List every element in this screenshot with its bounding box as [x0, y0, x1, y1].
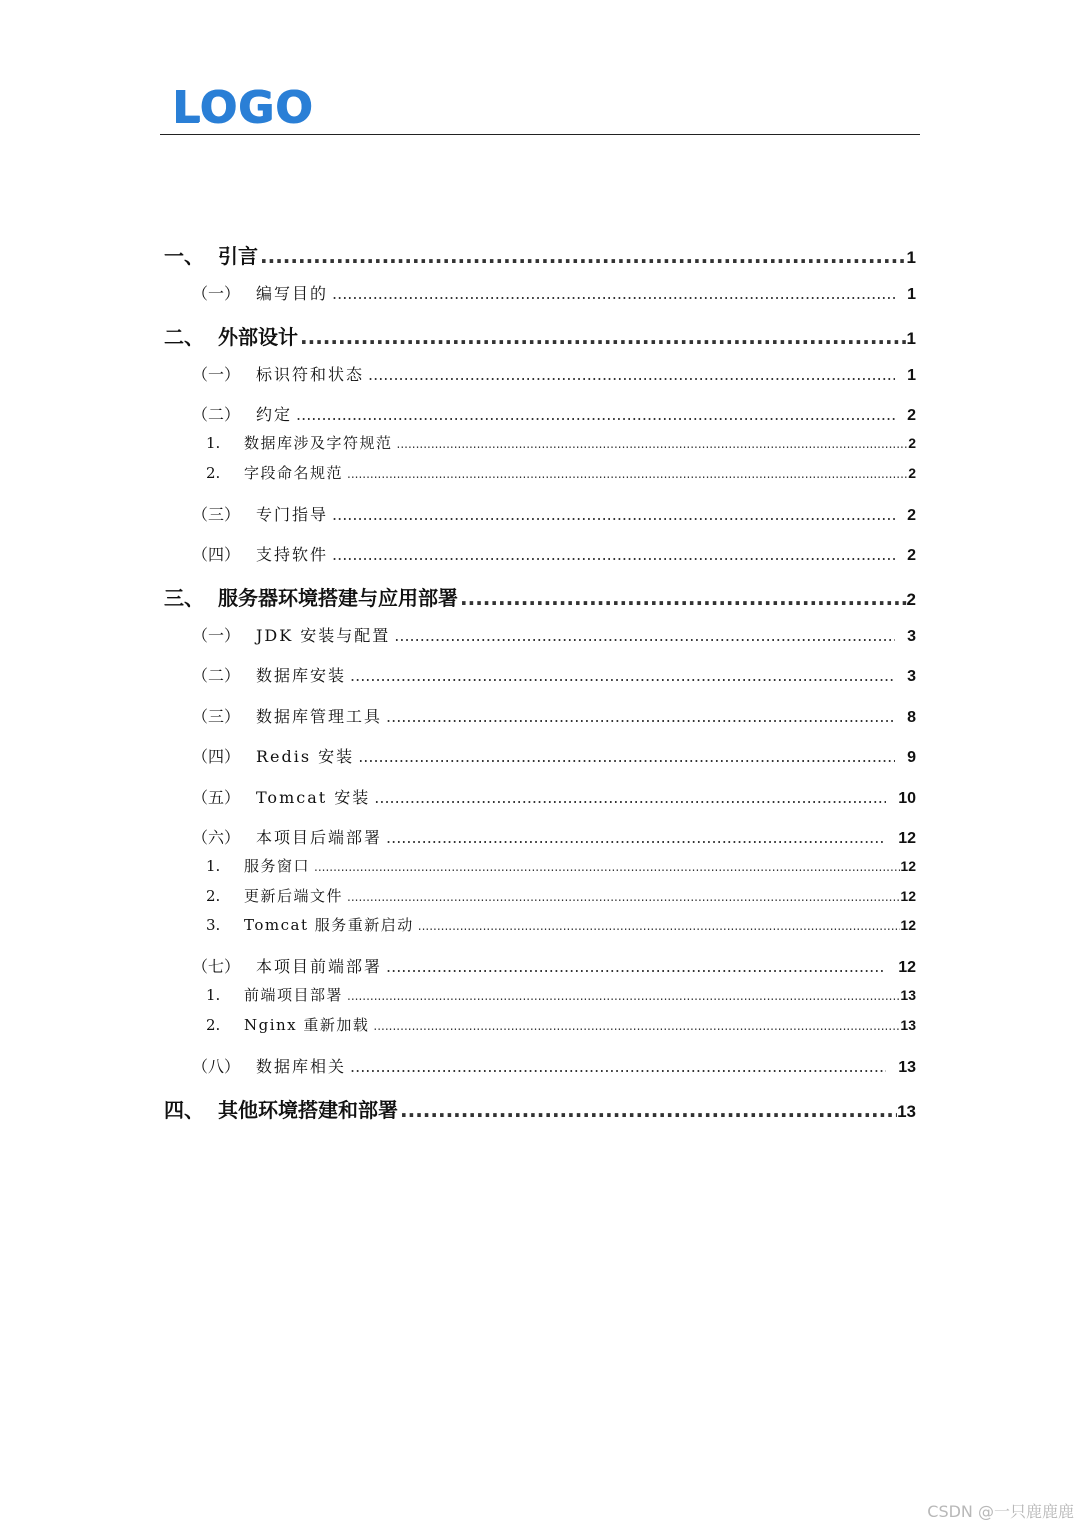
- toc-leader-dots: [368, 365, 895, 384]
- toc-entry-number: 2.: [206, 1016, 221, 1034]
- toc-entry[interactable]: [192, 825, 916, 848]
- toc-leader-dots: [347, 989, 900, 1003]
- toc-entry-title: 数据库相关: [256, 1057, 347, 1076]
- toc-entry-page: 3: [907, 668, 916, 685]
- toc-entry[interactable]: [206, 855, 916, 876]
- toc-entry-number: 1.: [206, 986, 221, 1004]
- toc-entry-page: 2: [907, 507, 916, 524]
- toc-entry-page: 12: [900, 888, 916, 904]
- toc-entry-page: 12: [900, 858, 916, 874]
- toc-entry[interactable]: [164, 321, 916, 350]
- toc-entry-title: 数据库安装: [256, 666, 347, 685]
- toc-entry-page: 2: [908, 465, 916, 481]
- toc-leader-dots: [386, 828, 886, 847]
- toc-leader-dots: [332, 545, 895, 564]
- toc-leader-dots: [386, 707, 895, 726]
- toc-entry-page: 1: [906, 329, 916, 348]
- toc-entry-page: 1: [907, 286, 916, 303]
- toc-entry-number: 三、: [164, 586, 204, 610]
- toc-entry-title: Nginx 重新加载: [244, 1016, 370, 1034]
- toc-entry-number: （一）: [192, 284, 241, 303]
- toc-entry-number: （一）: [192, 626, 241, 645]
- toc-entry-title: 数据库涉及字符规范: [244, 434, 393, 452]
- toc-entry-number: 四、: [164, 1098, 204, 1122]
- toc-entry-number: 1.: [206, 434, 221, 452]
- toc-entry-number: （一）: [192, 365, 241, 384]
- toc-entry[interactable]: [192, 502, 916, 525]
- toc-entry-title: 服务窗口: [244, 857, 311, 875]
- toc-entry[interactable]: [192, 785, 916, 808]
- toc-entry-title: 更新后端文件: [244, 887, 344, 905]
- toc-leader-dots: [373, 1019, 900, 1033]
- toc-entry[interactable]: [192, 623, 916, 646]
- toc-entry-page: 12: [898, 830, 916, 847]
- toc-entry-number: （四）: [192, 747, 241, 766]
- toc-entry-number: 一、: [164, 244, 204, 268]
- toc-entry[interactable]: [164, 240, 916, 269]
- toc-entry[interactable]: [164, 582, 916, 611]
- toc-entry-page: 2: [907, 407, 916, 424]
- toc-entry[interactable]: [206, 914, 916, 935]
- toc-entry-number: （七）: [192, 957, 241, 976]
- toc-leader-dots: [350, 666, 895, 685]
- toc-leader-dots: [400, 1098, 897, 1122]
- toc-entry-number: 2.: [206, 464, 221, 482]
- toc-entry[interactable]: [206, 1014, 916, 1035]
- toc-entry-number: （三）: [192, 707, 241, 726]
- toc-entry-title: 前端项目部署: [244, 986, 344, 1004]
- toc-entry-page: 12: [900, 917, 916, 933]
- toc-leader-dots: [296, 405, 895, 424]
- toc-entry-title: Tomcat 服务重新启动: [244, 916, 414, 934]
- toc-leader-dots: [394, 626, 895, 645]
- toc-leader-dots: [460, 586, 907, 610]
- toc-leader-dots: [347, 890, 900, 904]
- toc-entry-title: JDK 安装与配置: [256, 626, 391, 645]
- toc-entry[interactable]: [192, 281, 916, 304]
- toc-entry-title: 编写目的: [256, 284, 329, 303]
- toc-entry[interactable]: [192, 954, 916, 977]
- toc-entry[interactable]: [206, 984, 916, 1005]
- toc-entry[interactable]: [192, 542, 916, 565]
- toc-entry-number: （四）: [192, 545, 241, 564]
- toc-entry-number: 2.: [206, 887, 221, 905]
- toc-entry-title: 外部设计: [218, 325, 298, 349]
- toc-entry[interactable]: [192, 704, 916, 727]
- toc-entry-title: 数据库管理工具: [256, 707, 383, 726]
- toc-entry[interactable]: [192, 663, 916, 686]
- toc-entry[interactable]: [206, 432, 916, 453]
- toc-entry-page: 13: [898, 1059, 916, 1076]
- toc-entry-page: 8: [907, 709, 916, 726]
- toc-leader-dots: [347, 467, 908, 481]
- toc-entry-number: 二、: [164, 325, 204, 349]
- toc-entry-number: （二）: [192, 666, 241, 685]
- toc-leader-dots: [350, 1057, 886, 1076]
- toc-entry-title: 支持软件: [256, 545, 329, 564]
- logo: LOGO: [172, 82, 314, 133]
- toc-entry-number: （三）: [192, 505, 241, 524]
- toc-entry-title: 字段命名规范: [244, 464, 344, 482]
- toc-leader-dots: [397, 437, 909, 451]
- toc-entry[interactable]: [164, 1094, 916, 1123]
- header-rule: [160, 134, 920, 135]
- toc-leader-dots: [418, 919, 901, 933]
- toc-entry-number: （二）: [192, 405, 241, 424]
- toc-entry-number: （五）: [192, 788, 241, 807]
- toc-entry[interactable]: [192, 402, 916, 425]
- toc-entry-page: 10: [898, 790, 916, 807]
- toc-entry-number: （六）: [192, 828, 241, 847]
- toc-entry-page: 1: [906, 248, 916, 267]
- toc-leader-dots: [374, 788, 886, 807]
- toc-entry-page: 9: [907, 749, 916, 766]
- toc-entry[interactable]: [192, 1054, 916, 1077]
- toc-entry-title: Tomcat 安装: [256, 788, 371, 807]
- toc-entry[interactable]: [192, 362, 916, 385]
- toc-entry-title: 专门指导: [256, 505, 329, 524]
- toc-leader-dots: [260, 244, 907, 268]
- toc-entry-title: 标识符和状态: [256, 365, 365, 384]
- toc-leader-dots: [386, 957, 886, 976]
- toc-entry-number: （八）: [192, 1057, 241, 1076]
- toc-entry-title: Redis 安装: [256, 747, 355, 766]
- toc-leader-dots: [358, 747, 895, 766]
- toc-entry-page: 1: [907, 367, 916, 384]
- watermark: CSDN @一只鹿鹿鹿: [927, 1502, 1074, 1521]
- toc-entry-page: 3: [907, 628, 916, 645]
- toc-entry[interactable]: [206, 885, 916, 906]
- toc-entry-page: 13: [900, 987, 916, 1003]
- toc-leader-dots: [332, 505, 895, 524]
- toc-entry-page: 2: [908, 435, 916, 451]
- toc-entry-title: 约定: [256, 405, 293, 424]
- toc-entry-title: 本项目后端部署: [256, 828, 383, 847]
- toc-entry-page: 2: [907, 547, 916, 564]
- toc-entry-title: 本项目前端部署: [256, 957, 383, 976]
- toc-entry-title: 引言: [218, 244, 258, 268]
- toc-entry[interactable]: [192, 744, 916, 767]
- toc-leader-dots: [314, 860, 900, 874]
- toc-entry-page: 2: [906, 590, 916, 609]
- toc-entry-title: 服务器环境搭建与应用部署: [218, 586, 458, 610]
- toc-entry[interactable]: [206, 462, 916, 483]
- toc-entry-title: 其他环境搭建和部署: [218, 1098, 398, 1122]
- toc-leader-dots: [332, 284, 895, 303]
- toc-entry-page: 12: [898, 959, 916, 976]
- toc-entry-number: 1.: [206, 857, 221, 875]
- toc-entry-page: 13: [900, 1017, 916, 1033]
- toc-entry-number: 3.: [206, 916, 221, 934]
- toc-leader-dots: [300, 325, 907, 349]
- toc-entry-page: 13: [897, 1102, 916, 1121]
